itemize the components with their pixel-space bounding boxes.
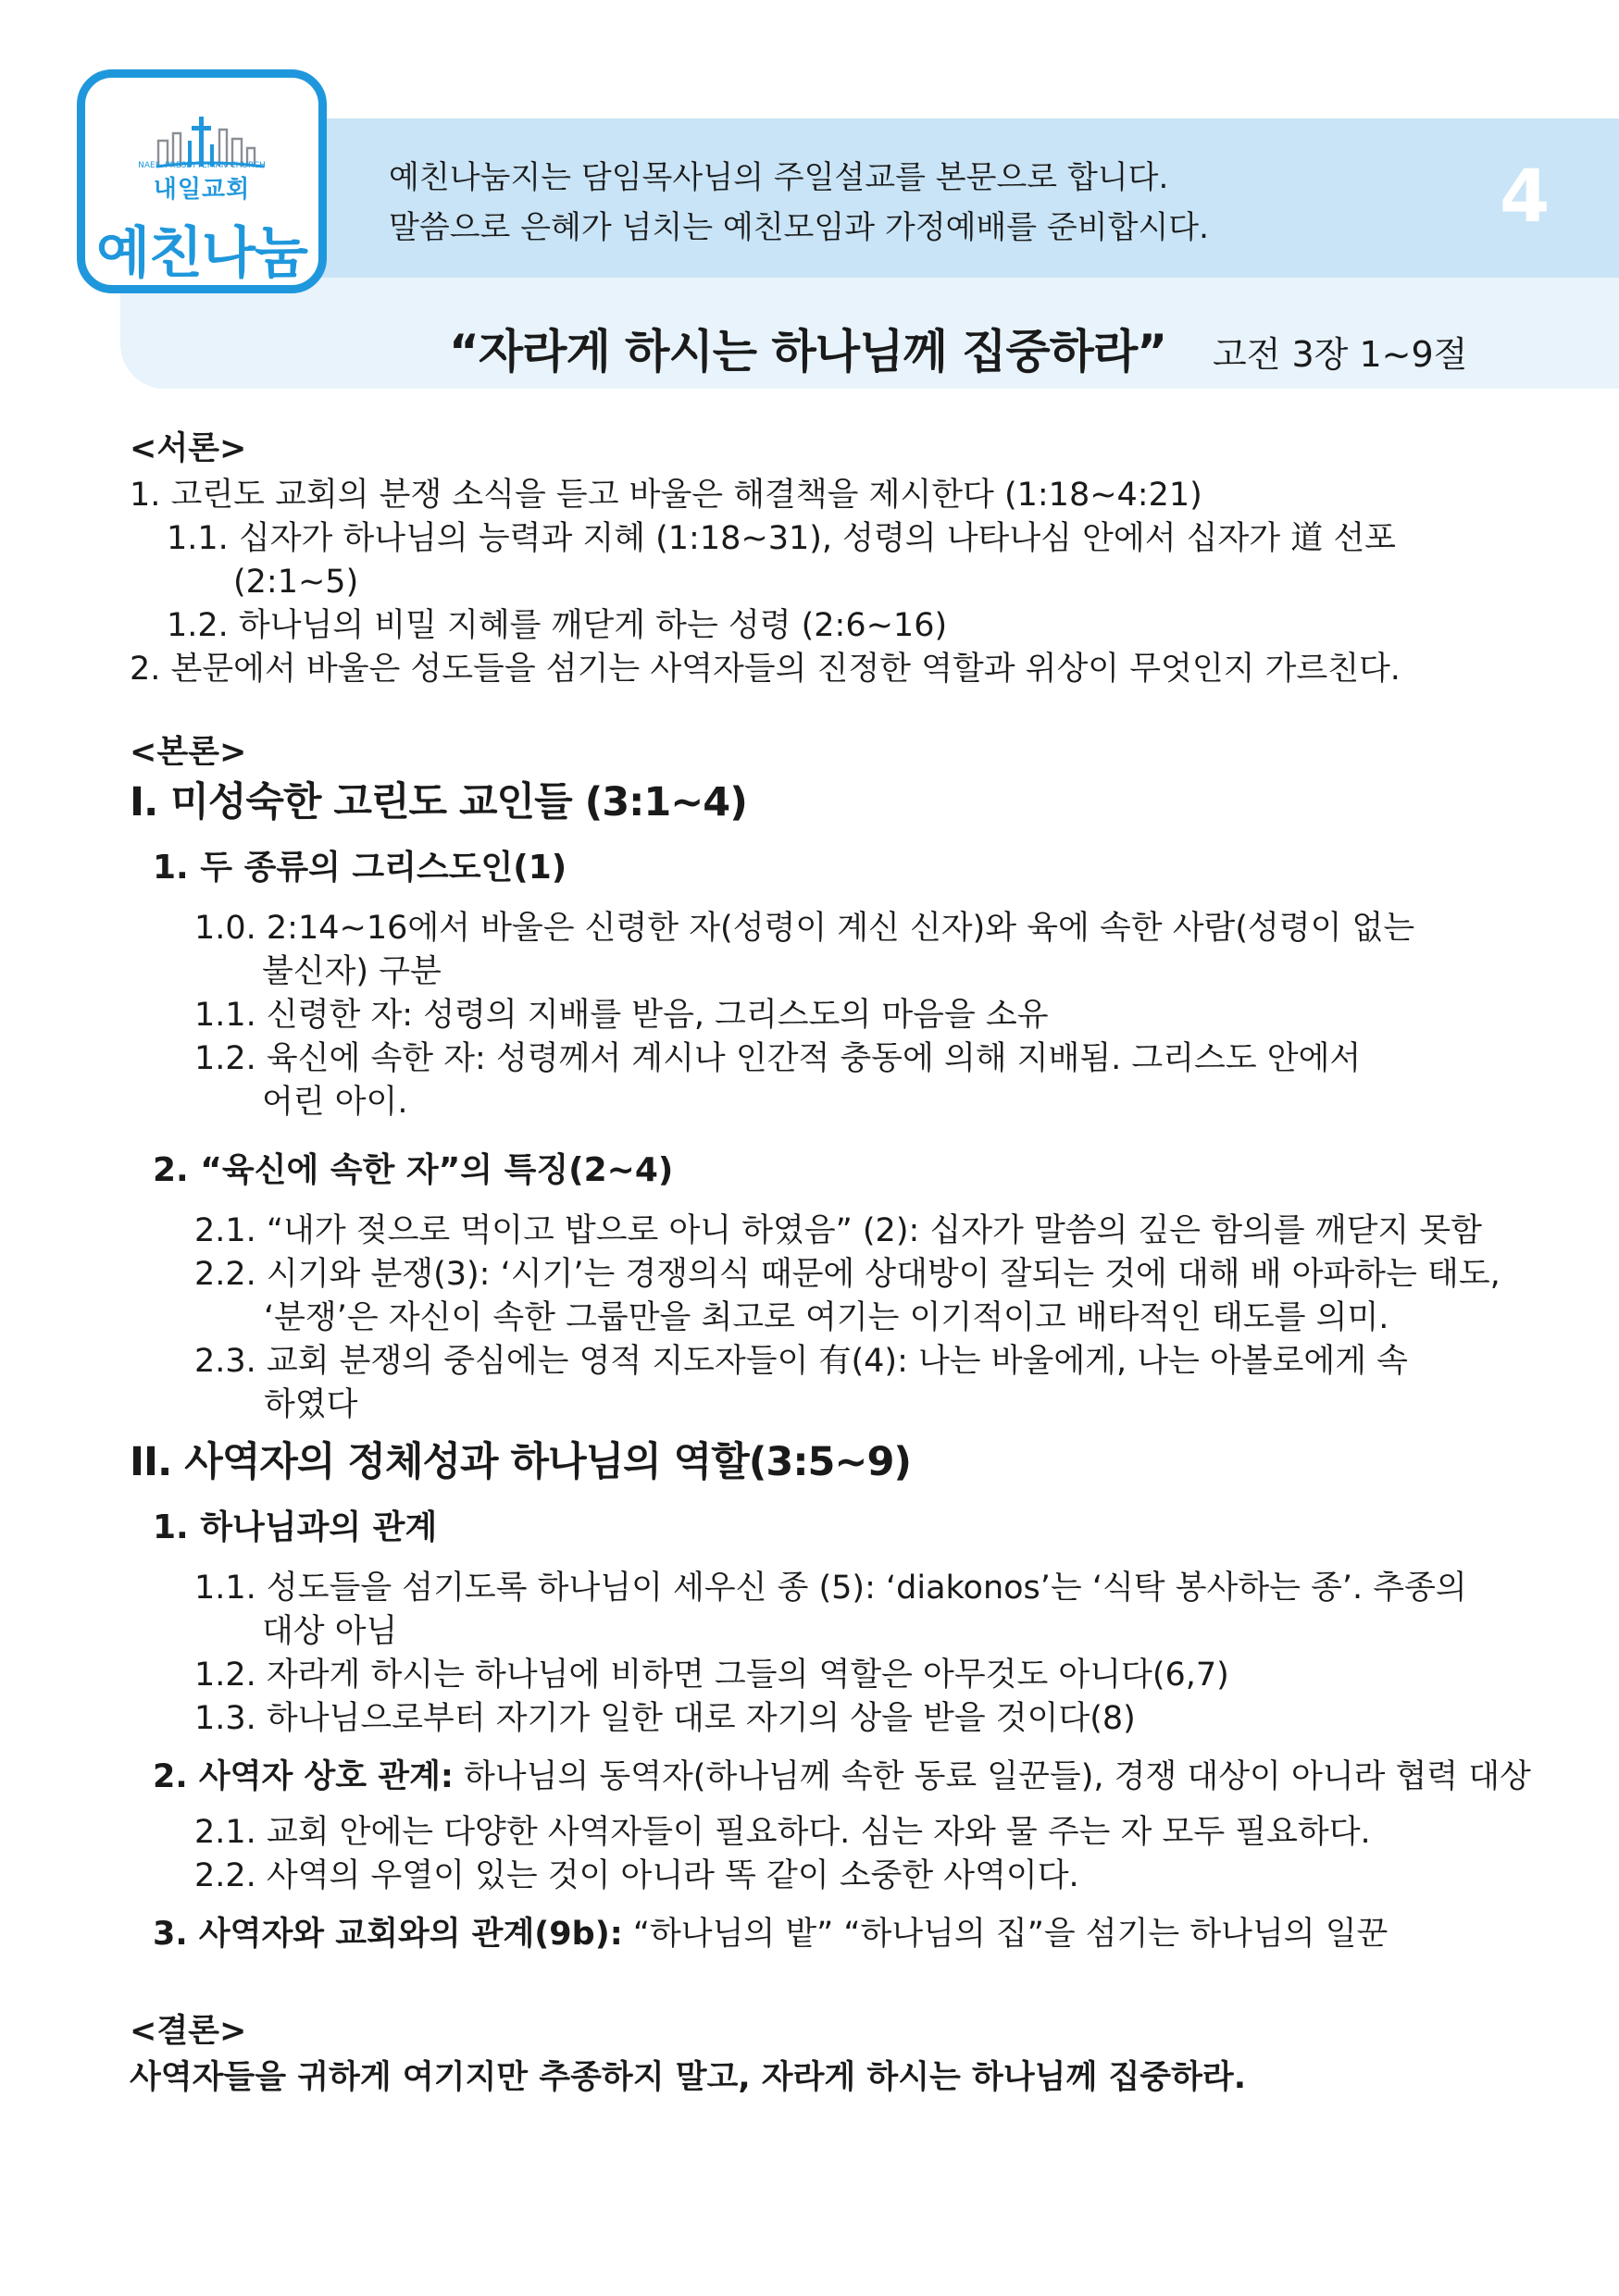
subsection-description: “하나님의 밭” “하나님의 집”을 섬기는 하나님의 일꾼 xyxy=(622,1916,1389,1953)
body-item: 1.3. 하나님으로부터 자기가 일한 대로 자기의 상을 받을 것이다(8) xyxy=(194,1700,1136,1737)
section-heading-conclusion: <결론> xyxy=(130,2013,247,2050)
body-item: 1.0. 2:14~16에서 바울은 신령한 자(성령이 계신 신자)와 육에 속한 사람(성령이 없는 xyxy=(194,910,1415,947)
body-item: 1.2. 육신에 속한 자: 성령께서 계시나 인간적 충동에 의해 지배됨. 그리스도 안에서 xyxy=(194,1040,1362,1077)
body-item: ‘분쟁’은 자신이 속한 그룹만을 최고로 여기는 이기적이고 배타적인 태도를 의미. xyxy=(264,1299,1389,1336)
subsection-title-mixed xyxy=(153,1911,1388,1957)
subsection-title: 1. 두 종류의 그리스도인(1) xyxy=(153,849,567,887)
body-item: 2.3. 교회 분쟁의 중심에는 영적 지도자들이 有(4): 나는 바울에게, 나는 아볼로에게 속 xyxy=(194,1343,1408,1380)
body-item: 대상 아님 xyxy=(262,1613,398,1650)
body-item: 2.1. 교회 안에는 다양한 사역자들이 필요하다. 심는 자와 물 주는 자 모두 필요하다. xyxy=(194,1814,1371,1851)
sermon-title: “자라게 하시는 하나님께 집중하라” xyxy=(449,325,1167,379)
section-heading-intro: <서론> xyxy=(130,430,247,467)
scripture-reference: 고전 3장 1~9절 xyxy=(1213,334,1468,375)
subsection-title: 2. “육신에 속한 자”의 특징(2~4) xyxy=(153,1151,674,1189)
intro-item: 2. 본문에서 바울은 성도들을 섬기는 사역자들의 진정한 역할과 위상이 무엇인지 가르친다. xyxy=(130,651,1401,688)
part-title-1: I. 미성숙한 고린도 교인들 (3:1~4) xyxy=(130,779,747,825)
body-item: 1.2. 자라게 하시는 하나님에 비하면 그들의 역할은 아무것도 아니다(6,7) xyxy=(194,1657,1229,1694)
subsection-label: 2. 사역자 상호 관계: xyxy=(153,1758,454,1795)
brand-title: 예친나눔 xyxy=(96,221,307,286)
body-item: 2.2. 사역의 우열이 있는 것이 아니라 똑 같이 소중한 사역이다. xyxy=(194,1857,1079,1894)
body-item: 1.1. 신령한 자: 성령의 지배를 받음, 그리스도의 마음을 소유 xyxy=(194,997,1049,1034)
subsection-description: 하나님의 동역자(하나님께 속한 동료 일꾼들), 경쟁 대상이 아니라 협력 대상 xyxy=(453,1758,1531,1795)
intro-item: 1. 고린도 교회의 분쟁 소식을 듣고 바울은 해결책을 제시한다 (1:18~4:21) xyxy=(130,477,1202,514)
logo-badge xyxy=(77,69,327,293)
conclusion-text: 사역자들을 귀하게 여기지만 추종하지 말고, 자라게 하시는 하나님께 집중하라. xyxy=(130,2059,1246,2096)
church-name: 내일교회 xyxy=(153,176,251,204)
body-item: 어린 아이. xyxy=(262,1084,408,1121)
page-number: 4 xyxy=(1500,155,1551,239)
body-item: 1.1. 성도들을 섬기도록 하나님이 세우신 종 (5): ‘diakonos’는 ‘식탁 봉사하는 종’. 추종의 xyxy=(194,1570,1467,1607)
subsection-title-mixed xyxy=(153,1754,1531,1800)
body-item: 불신자) 구분 xyxy=(262,953,442,990)
header-intro xyxy=(389,153,1209,253)
part-title-2: II. 사역자의 정체성과 하나님의 역할(3:5~9) xyxy=(130,1439,912,1485)
subsection-title: 1. 하나님과의 관계 xyxy=(153,1508,438,1546)
section-heading-body: <본론> xyxy=(130,734,247,771)
intro-item: (2:1~5) xyxy=(233,564,359,601)
intro-line-2: 말씀으로 은혜가 넘치는 예친모임과 가정예배를 준비합시다. xyxy=(389,209,1209,246)
intro-line-1: 예친나눔지는 담임목사님의 주일설교를 본문으로 합니다. xyxy=(389,159,1169,196)
body-item: 2.2. 시기와 분쟁(3): ‘시기’는 경쟁의식 때문에 상대방이 잘되는 것에 대해 배 아파하는 태도, xyxy=(194,1256,1501,1293)
intro-item: 1.1. 십자가 하나님의 능력과 지혜 (1:18~31), 성령의 나타나심 안에서 십자가 道 선포 xyxy=(167,520,1396,557)
body-item: 하였다 xyxy=(264,1386,358,1423)
subsection-label: 3. 사역자와 교회와의 관계(9b): xyxy=(153,1916,623,1953)
logo-english-text: NAEIL PRESBYTERIAN CHURCH xyxy=(138,161,266,170)
intro-item: 1.2. 하나님의 비밀 지혜를 깨닫게 하는 성령 (2:6~16) xyxy=(167,607,948,644)
body-item: 2.1. “내가 젖으로 먹이고 밥으로 아니 하였음” (2): 십자가 말씀의 깊은 함의를 깨닫지 못함 xyxy=(194,1212,1482,1249)
